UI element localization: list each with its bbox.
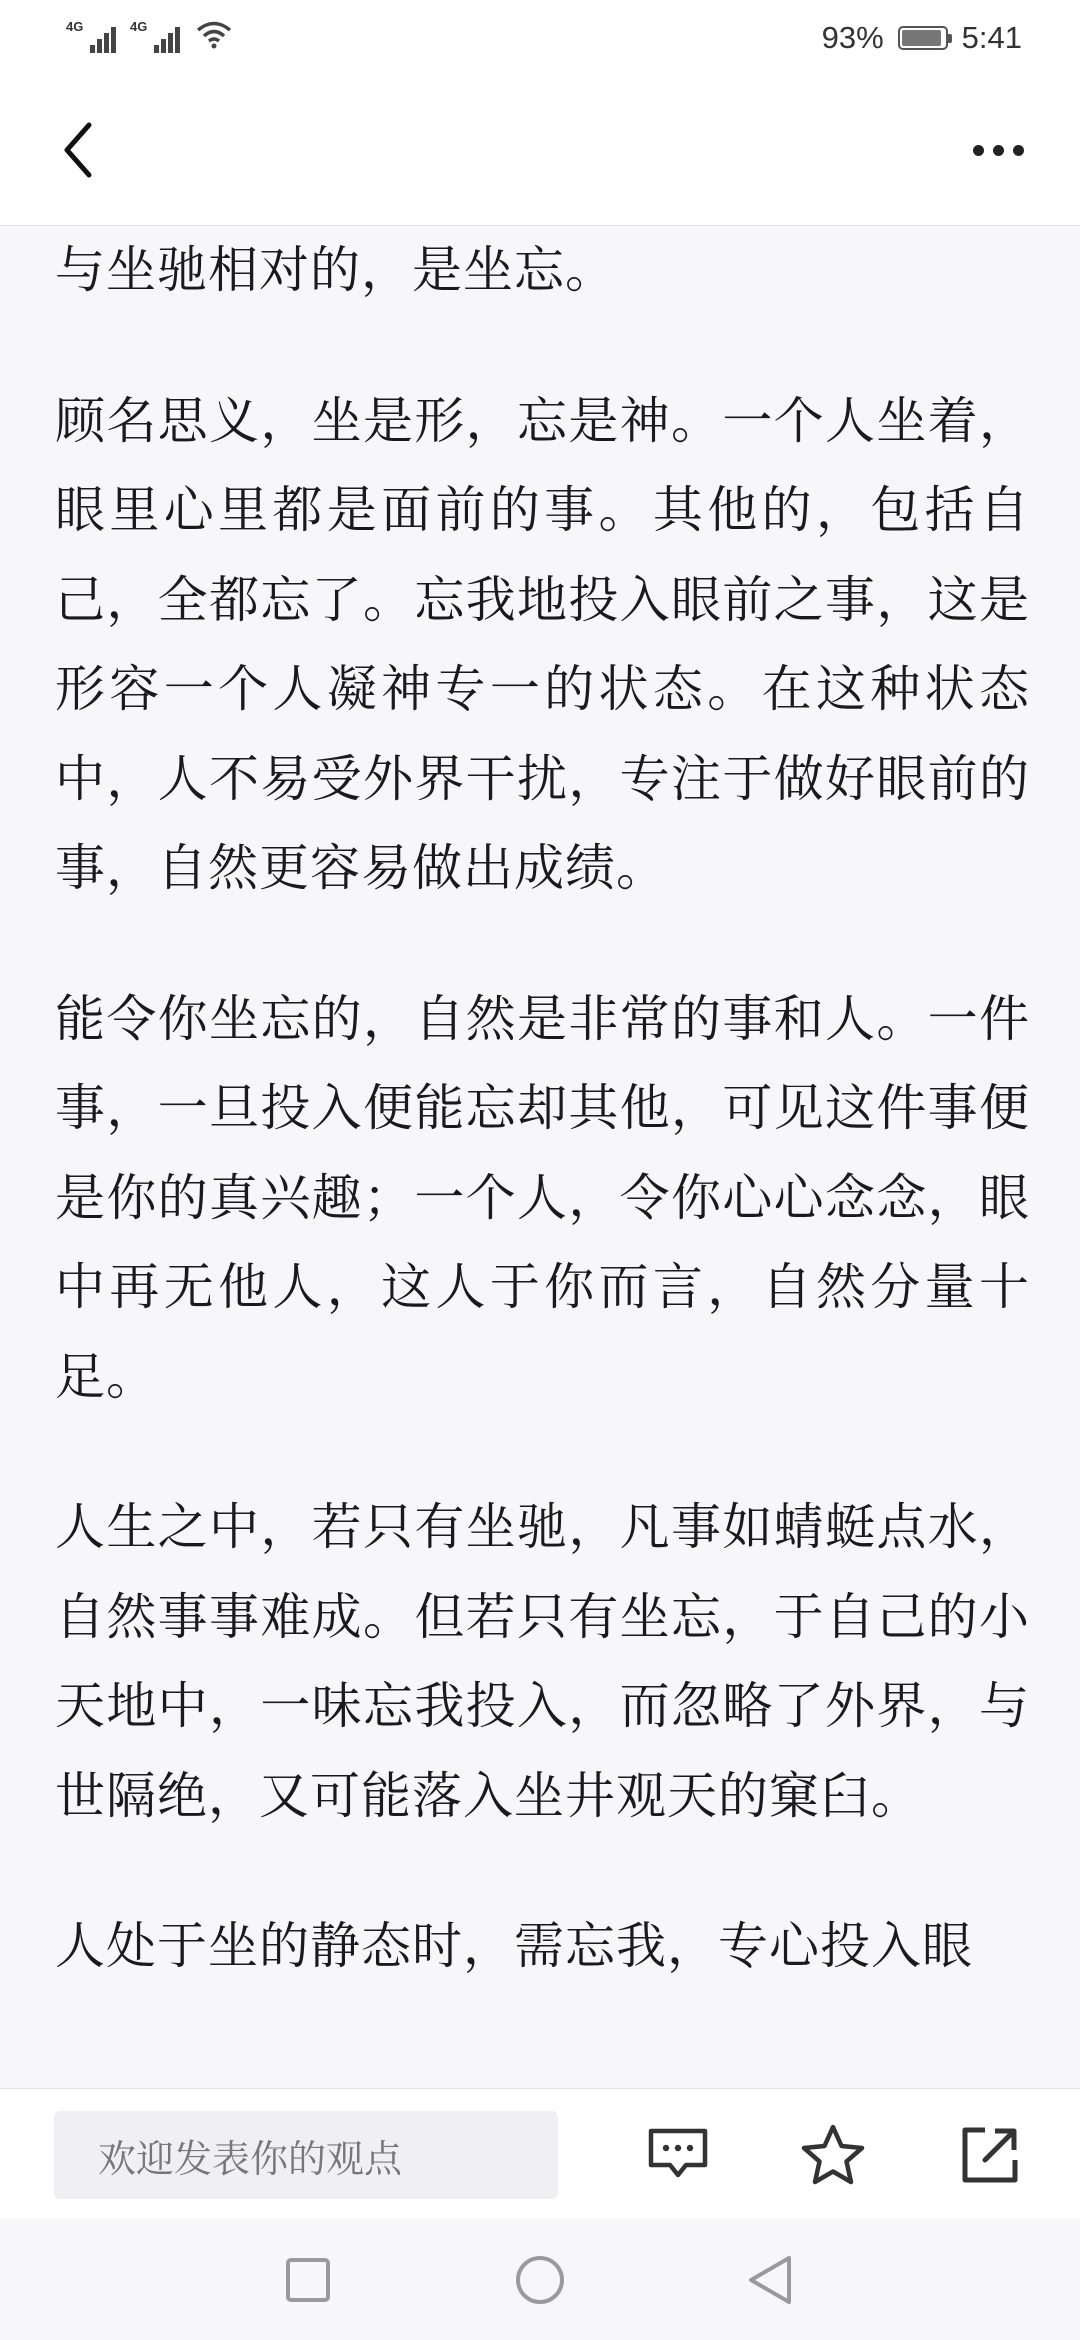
share-icon <box>959 2124 1021 2186</box>
recent-apps-button[interactable] <box>276 2248 340 2312</box>
share-button[interactable] <box>952 2117 1028 2193</box>
comment-input[interactable]: 欢迎发表你的观点 <box>54 2111 558 2199</box>
more-horizontal-icon <box>973 145 984 156</box>
status-left <box>66 19 234 57</box>
home-button[interactable] <box>508 2248 572 2312</box>
back-button[interactable] <box>44 115 114 185</box>
signal-icon <box>66 18 116 53</box>
network-type-label: 4G <box>130 18 148 34</box>
chevron-left-icon <box>59 120 99 180</box>
circle-icon <box>514 2254 566 2306</box>
favorite-button[interactable] <box>795 2117 871 2193</box>
status-bar <box>0 0 1080 75</box>
system-back-button[interactable] <box>738 2248 802 2312</box>
article-body <box>55 226 1030 2088</box>
article-paragraph: 人生之中，若只有坐驰，凡事如蜻蜓点水，自然事事难成。但若只有坐忘，于自己的小天地中，一味忘我投入，而忽略了外界，与世隔绝，又可能落入坐井观天的窠臼。 <box>55 1498 1030 1825</box>
article-paragraph: 能令你坐忘的，自然是非常的事和人。一件事，一旦投入便能忘却其他，可见这件事便是你的真兴趣；一个人，令你心心念念，眼中再无他人，这人于你而言，自然分量十足。 <box>55 989 1030 1406</box>
more-options-button[interactable] <box>956 115 1040 185</box>
triangle-back-icon <box>745 2254 795 2306</box>
battery-percent: 93% <box>821 19 884 55</box>
comment-icon <box>646 2125 710 2185</box>
signal-icon <box>130 18 180 53</box>
comment-bar <box>0 2088 1080 2219</box>
battery-level-fill <box>902 30 941 46</box>
header <box>0 75 1080 226</box>
clock: 5:41 <box>961 19 1022 55</box>
article-paragraph: 人处于坐的静态时，需忘我，专心投入眼 <box>55 1917 973 1975</box>
system-navigation-bar <box>0 2218 1080 2340</box>
square-icon <box>284 2256 332 2304</box>
network-type-label: 4G <box>66 18 84 34</box>
article-paragraph: 顾名思义，坐是形，忘是神。一个人坐着，眼里心里都是面前的事。其他的，包括自己，全都忘了。忘我地投入眼前之事，这是形容一个人凝神专一的状态。在这种状态中，人不易受外界干扰，专注于做好眼前的事，自然更容易做出成绩。 <box>55 391 1030 897</box>
wifi-icon <box>194 19 234 57</box>
status-right <box>822 20 1022 56</box>
comment-button[interactable] <box>640 2117 716 2193</box>
article-paragraph: 与坐驰相对的，是坐忘。 <box>55 241 616 299</box>
star-icon <box>800 2123 866 2187</box>
battery-icon <box>898 26 948 50</box>
